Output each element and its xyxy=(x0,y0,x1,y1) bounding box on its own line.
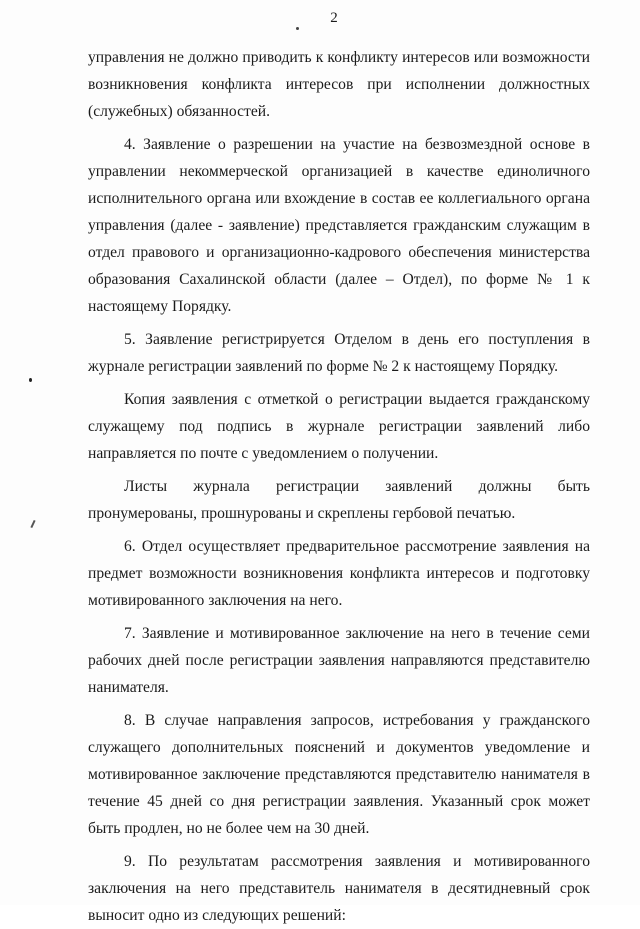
paragraph-item-4: 4. Заявление о разрешении на участие на безвозмездной основе в управлении некоммерческой организацией в качестве единоличного исполнительного органа или вхождение в состав ее коллегиального органа управления (далее - заявление) представляется гражданским служащим в отдел правового и организационно-кадрового обеспечения министерства образования Сахалинской области (далее – Отдел), по форме № 1 к настоящему Порядку. xyxy=(88,136,590,315)
scan-speck xyxy=(30,520,35,528)
scan-speck xyxy=(296,27,299,30)
document-body xyxy=(88,44,590,929)
paragraph-item-6: 6. Отдел осуществляет предварительное рассмотрение заявления на предмет возможности возникновения конфликта интересов и подготовку мотивированного заключения на него. xyxy=(88,538,590,609)
scan-speck xyxy=(29,378,32,382)
paragraph-item-7: 7. Заявление и мотивированное заключение на него в течение семи рабочих дней после регистрации заявления направляются представителю нанимателя. xyxy=(88,625,590,696)
paragraph-continuation: управления не должно приводить к конфликту интересов или возможности возникновения конфликта интересов при исполнении должностных (служебных) обязанностей. xyxy=(88,49,590,120)
paragraph-journal-sheets: Листы журнала регистрации заявлений должны быть пронумерованы, прошнурованы и скреплены гербовой печатью. xyxy=(88,478,590,522)
paragraph-item-5: 5. Заявление регистрируется Отделом в день его поступления в журнале регистрации заявлений по форме № 2 к настоящему Порядку. xyxy=(88,331,590,375)
page-number: 2 xyxy=(330,10,338,26)
paragraph-copy-notice: Копия заявления с отметкой о регистрации выдается гражданскому служащему под подпись в журнале регистрации заявлений либо направляется по почте с уведомлением о получении. xyxy=(88,391,590,462)
paragraph-item-8: 8. В случае направления запросов, истребования у гражданского служащего дополнительных пояснений и документов уведомление и мотивированное заключение представляются представителю нанимателя в течение 45 дней со дня регистрации заявления. Указанный срок может быть продлен, но не более чем на 30 дней. xyxy=(88,712,590,837)
paragraph-item-9: 9. По результатам рассмотрения заявления и мотивированного заключения на него представитель нанимателя в десятидневный срок выносит одно из следующих решений: xyxy=(88,853,590,924)
